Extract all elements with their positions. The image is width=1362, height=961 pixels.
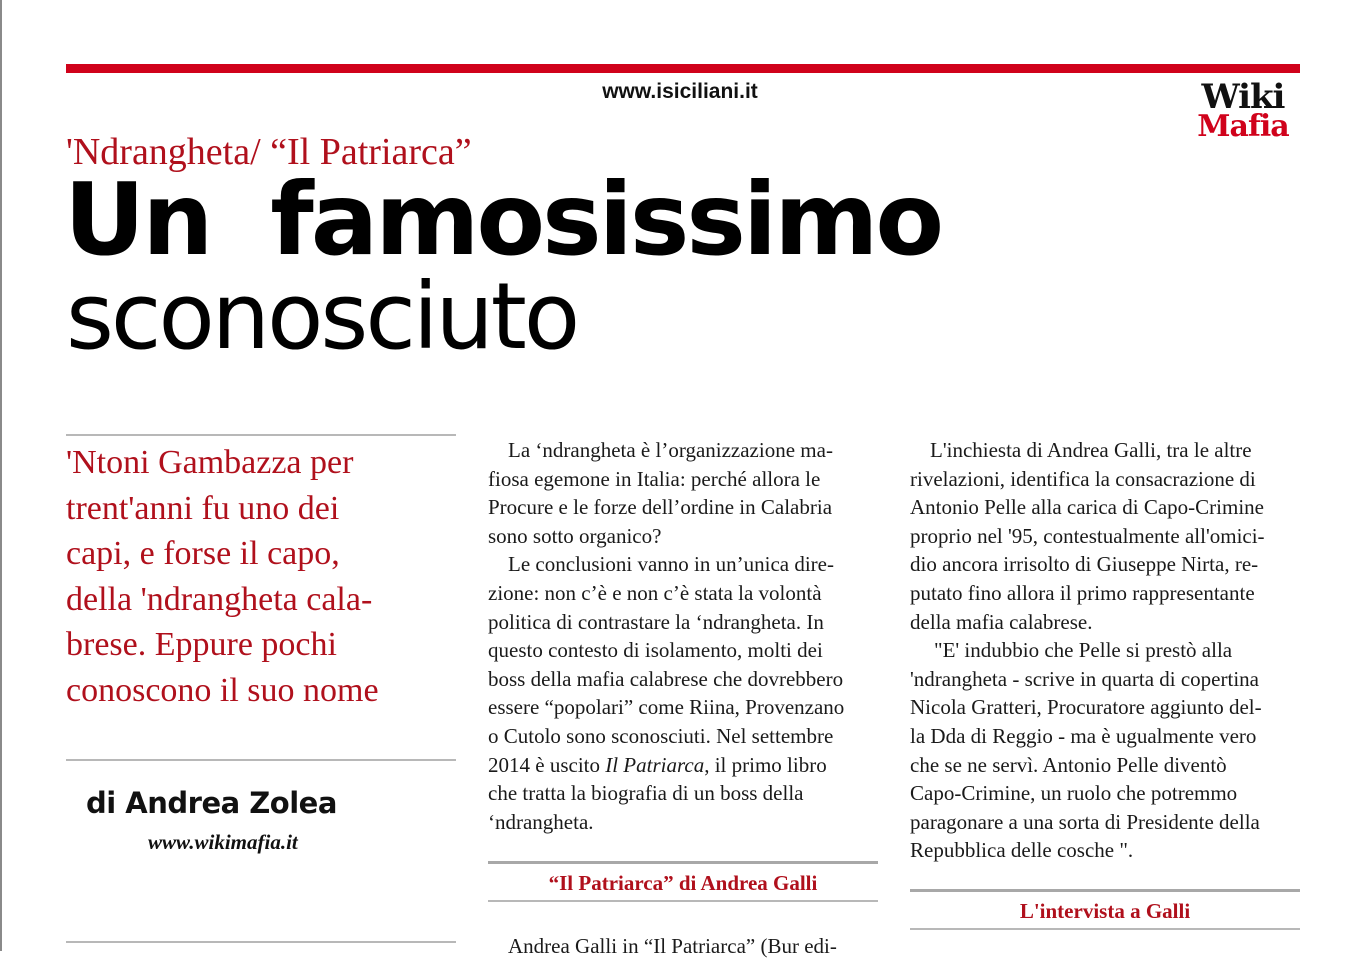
body-line: putato fino allora il primo rappresentante — [910, 580, 1255, 605]
body-line: Repubblica delle cosche ". — [910, 838, 1134, 863]
body-text: 2014 è uscito — [488, 752, 606, 777]
summary-line: 'Ntoni Gambazza per — [66, 444, 354, 481]
logo-line-mafia: Mafia — [1197, 109, 1289, 144]
body-line: dio ancora irrisolto di Giuseppe Nirta, re- — [910, 552, 1259, 577]
body-line: o Cutolo sono sconosciuti. Nel settembre — [488, 723, 834, 748]
body-line: zione: non c’è e non c’è stata la volontà — [488, 580, 822, 605]
body-line: Capo-Crimine, un ruolo che potremmo — [910, 781, 1238, 806]
body-line: rivelazioni, identifica la consacrazione di — [910, 466, 1256, 491]
body-line: proprio nel '95, contestualmente all'omici- — [910, 523, 1265, 548]
body-line: 'ndrangheta - scrive in quarta di copertina — [910, 666, 1259, 691]
summary-line: della 'ndrangheta cala- — [66, 580, 373, 618]
section-rule-top — [488, 861, 878, 864]
article-summary — [66, 440, 458, 713]
wikimafia-logo — [1186, 77, 1300, 144]
section-rule-bottom — [910, 928, 1300, 930]
body-line: paragonare a una sorta di Presidente della — [910, 809, 1260, 834]
summary-line: trent'anni fu uno dei — [66, 489, 340, 527]
body-text: , il primo libro — [704, 752, 827, 777]
body-line: ‘ndrangheta. — [488, 809, 594, 834]
summary-line: conoscono il suo nome — [66, 671, 379, 709]
headline-line-1: Un famosissimo — [64, 161, 942, 278]
byline: di Andrea Zolea — [86, 786, 337, 820]
body-line: La ‘ndrangheta è l’organizzazione ma- — [508, 438, 833, 462]
summary-line: brese. Eppure pochi — [66, 626, 337, 663]
body-line: Andrea Galli in “Il Patriarca” (Bur edi- — [508, 934, 837, 958]
section-heading-patriarca: “Il Patriarca” di Andrea Galli — [548, 871, 818, 895]
article-kicker: 'Ndrangheta/ “Il Patriarca” — [66, 131, 472, 173]
body-line: Antonio Pelle alla carica di Capo-Crimine — [910, 495, 1264, 520]
logo-line-wiki: Wiki — [1201, 77, 1285, 117]
body-line-with-title — [488, 751, 880, 780]
section-rule-bottom — [488, 900, 878, 902]
body-line: boss della mafia calabrese che dovrebbero — [488, 666, 844, 691]
body-continuation — [508, 932, 880, 961]
body-line: fiosa egemone in Italia: perché allora le — [488, 466, 821, 491]
byline-url: www.wikimafia.it — [148, 830, 298, 854]
body-column-1 — [488, 436, 880, 836]
summary-line: capi, e forse il capo, — [66, 535, 340, 572]
body-line: L'inchiesta di Andrea Galli, tra le altre — [930, 438, 1252, 462]
body-line: sono sotto organico? — [488, 523, 662, 548]
site-url: www.isiciliani.it — [602, 80, 758, 103]
body-line: essere “popolari” come Riina, Provenzano — [488, 695, 845, 720]
headline-line-2: sconosciuto — [66, 263, 578, 370]
summary-bottom-rule — [66, 759, 456, 761]
body-line: che se ne servì. Antonio Pelle diventò — [910, 752, 1227, 777]
section-heading-intervista: L'intervista a Galli — [1019, 899, 1191, 923]
top-red-rule — [66, 64, 1300, 73]
summary-top-rule — [66, 434, 456, 436]
body-line: Le conclusioni vanno in un’unica dire- — [508, 552, 834, 577]
body-line: "E' indubbio che Pelle si prestò alla — [934, 638, 1233, 663]
body-line: la Dda di Reggio - ma è ugualmente vero — [910, 723, 1257, 748]
section-rule-top — [910, 889, 1300, 892]
body-line: politica di contrastare la ‘ndrangheta. In — [488, 609, 824, 634]
body-column-2 — [910, 436, 1302, 865]
left-bottom-rule — [66, 941, 456, 943]
body-line: della mafia calabrese. — [910, 609, 1093, 634]
body-line: questo contesto di isolamento, molti dei — [488, 638, 823, 663]
body-line: che tratta la biografia di un boss della — [488, 781, 804, 806]
body-line: Nicola Gratteri, Procuratore aggiunto del- — [910, 695, 1262, 720]
page-edge — [0, 0, 2, 951]
body-line: Procure e le forze dell’ordine in Calabria — [488, 495, 833, 520]
book-title: Il Patriarca — [605, 752, 705, 777]
